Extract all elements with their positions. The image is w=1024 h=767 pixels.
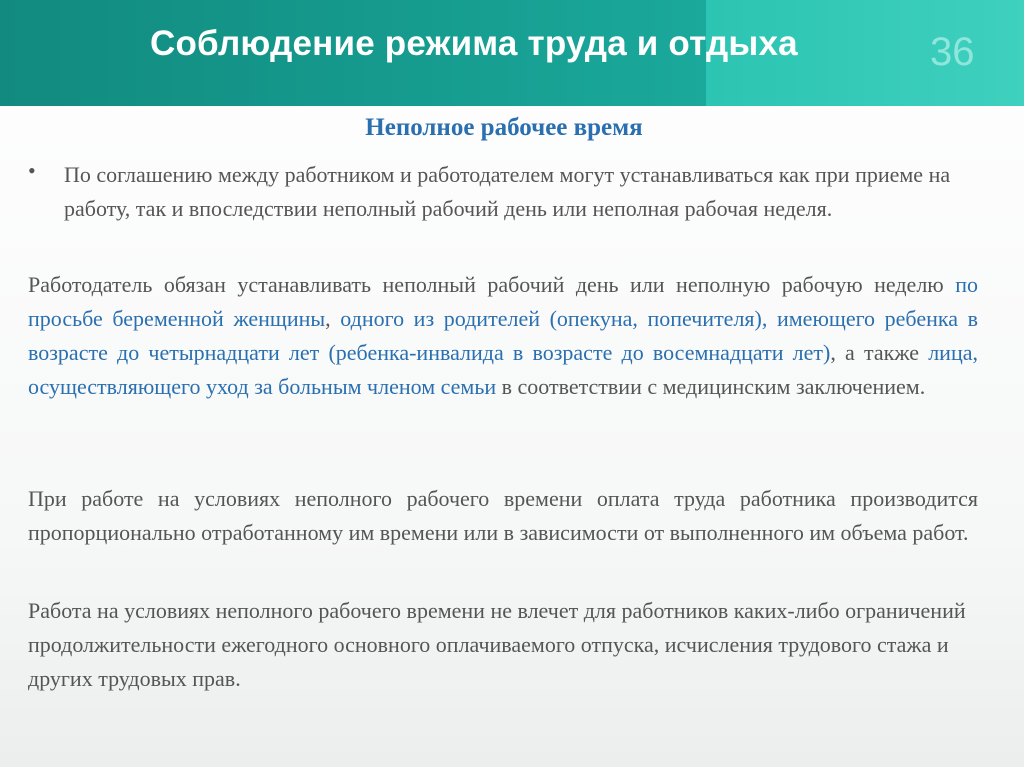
bullet-marker: • bbox=[28, 158, 36, 183]
header-band bbox=[0, 0, 1024, 106]
slide-title: Соблюдение режима труда и отдыха bbox=[150, 24, 798, 63]
slide-content bbox=[0, 106, 1024, 767]
highlight-pregnant-woman: по просьбе беременной женщины bbox=[28, 272, 978, 331]
section-subtitle: Неполное рабочее время bbox=[365, 114, 643, 141]
paragraph-employer-obligation bbox=[28, 268, 978, 404]
paragraph-no-restrictions: Работа на условиях неполного рабочего времени не влечет для работников каких-либо ограничений продолжительности ежегодного основного оплачиваемого отпуска, исчисления трудового стажа и других трудовых прав. bbox=[28, 598, 966, 691]
paragraph-payment: При работе на условиях неполного рабочего времени оплата труда работника производится пропорционально отработанному им времени или в зависимости от выполненного им объема работ. bbox=[28, 486, 978, 545]
highlight-parent: одного из родителей (опекуна, попечителя), имеющего ребенка в возрасте до четырнадцати лет (ребенка-инвалида в возрасте до восемнадцати лет) bbox=[28, 306, 978, 365]
paragraph-text: , а также bbox=[830, 340, 929, 365]
bullet-text: По соглашению между работником и работодателем могут устанавливаться как при приеме на работу, так и впоследствии неполный рабочий день или неполная рабочая неделя. bbox=[64, 162, 951, 221]
paragraph-text: Работодатель обязан устанавливать неполный рабочий день или неполную рабочую неделю bbox=[28, 272, 956, 297]
slide-number: 36 bbox=[930, 30, 975, 74]
paragraph-text: , bbox=[325, 306, 341, 331]
highlight-caregiver: лица, осуществляющего уход за больным членом семьи bbox=[28, 340, 978, 399]
paragraph-text: в соответствии с медицинским заключением. bbox=[496, 374, 926, 399]
